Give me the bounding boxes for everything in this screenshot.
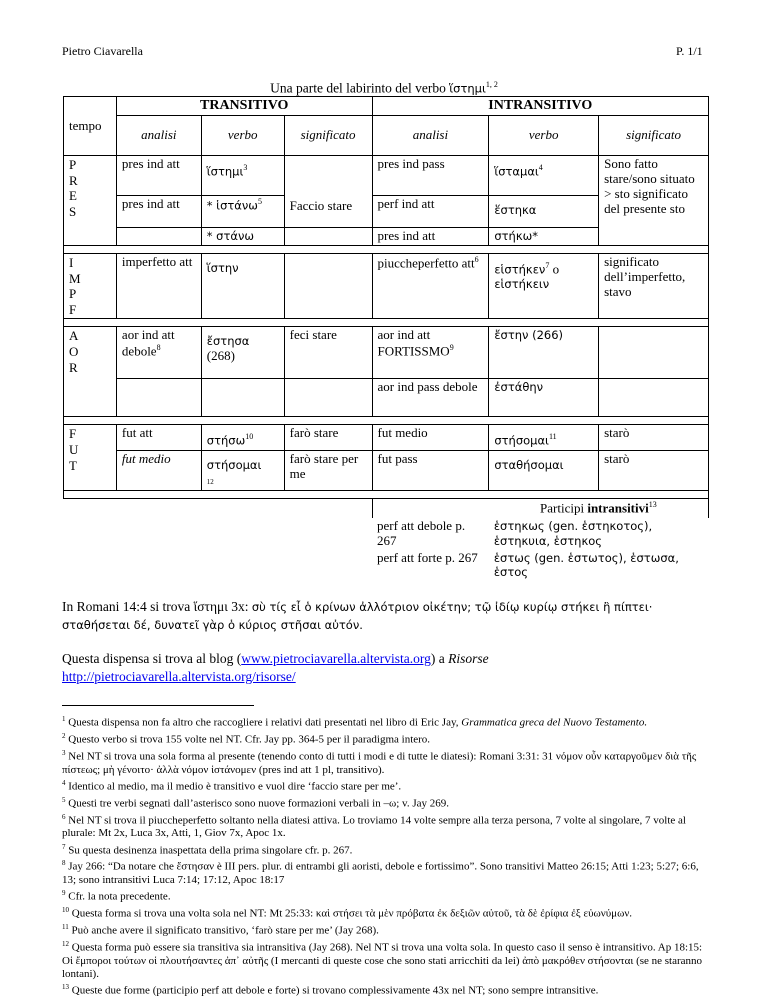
table-row [64, 518, 709, 550]
blog-link[interactable]: www.pietrociavarella.altervista.org [241, 651, 431, 666]
pres-t2-verbo: * ἱστάνω$^5$ [201, 196, 284, 228]
footnote: $^4$ Identico al medio, ma il medio è transitivo e vuol dire ‘faccio stare per me’. [62, 778, 402, 793]
tense-pres: P R E S [64, 156, 117, 246]
footnotes [62, 713, 708, 998]
fut-t1-analisi: fut att [116, 425, 201, 451]
tense-fut: F U T [64, 425, 117, 491]
col-analisi-t: analisi [116, 116, 201, 156]
footnote: $^{13}$ Queste due forme (participio perf att debole e forte) si trovano complessivamente 43x nel NT; sono sempre intransitive. [62, 983, 599, 997]
footnote-separator [62, 705, 254, 706]
table-row [64, 327, 709, 379]
table-row [64, 499, 709, 518]
participi-debole-label: perf att debole p. 267 [377, 517, 466, 548]
pres-i3-analisi: pres ind att [372, 228, 489, 246]
impf-i-verbo: εἱστήκεν$^7$ o εἱστήκειν [489, 254, 599, 319]
fut-i1-verbo: στήσομαι$^{11}$ [489, 425, 599, 451]
footnote: $^{12}$ Questa forma può essere sia transitiva sia intransitiva (Jay 268). Nel NT si trova una volta sola. In questo caso il senso è intransitivo. Ap 18:15: Οἱ ἔμποροι τούτων οἱ πλουτήσαντες ἀπ᾽ αὐτῆς (I mercanti di queste cose che sono stati arricchiti da lei) ἀπὸ μακρόθεν στήσονται (se ne staranno lontani). [62, 940, 703, 981]
participi-debole-forms: ἑστηκως (gen. ἑστηκοτος), ἑστηκυια, ἑστηκος [493, 518, 653, 548]
footnote: $^8$ Jay 266: “Da notare che ἔστησαν è III pers. plur. di entrambi gli aoristi, debole e fortissimo”. Sono transitivi Matteo 26:15; Atti 1:23; 5:27; 6:6, 13; sono intransitivi Luca 7:14; 17:12, Apoc 18:17 [62, 859, 699, 887]
aor-t-analisi: aor ind att debole$^8$ [116, 327, 201, 379]
tense-aor: A O R [64, 327, 117, 417]
participi-heading: Participi intransitivi$^{13}$ [489, 499, 709, 518]
table-row [64, 425, 709, 451]
pres-i3-verbo: στήκω* [489, 228, 599, 246]
pres-i-significato: Sono fatto stare/sono situato > sto significato del presente sto [599, 156, 709, 246]
footnote: $^{11}$ Può anche avere il significato transitivo, ‘farò stare per me’ (Jay 268). [62, 923, 379, 937]
aor-i1-verbo: ἔστην (266) [489, 327, 599, 379]
col-verbo-t: verbo [201, 116, 284, 156]
col-significato-i: significato [599, 116, 709, 156]
pres-t2-analisi: pres ind att [116, 196, 201, 228]
title-note-refs: 1, 2 [485, 80, 498, 89]
col-significato-t: significato [284, 116, 372, 156]
fut-i2-verbo: σταθήσομαι [489, 451, 599, 491]
aor-t-verbo: ἔστησα (268) [201, 327, 284, 379]
romani-paragraph: In Romani 14:4 si trova ἵστημι 3x: σὺ τίς εἶ ὁ κρίνων ἀλλότριον οἰκέτην; τῷ ἰδίῳ κυρίῳ στήκει ἢ πίπτει· σταθήσεται δέ, δυνατεῖ γὰρ ὁ κύριος στῆσαι αὐτόν. [62, 599, 653, 632]
tense-impf: I M P F [64, 254, 117, 319]
footnote: $^3$ Nel NT si trova una sola forma al presente (tenendo conto di tutti i modi e di tutte le diatesi): Romani 3:31: 31 νόμον οὖν καταργοῦμεν διὰ τῆς πίστεως; μὴ γένοιτο· ἀλλὰ νόμον ἱστάνομεν (pres ind att 1 pl, transitivo). [62, 748, 697, 776]
fut-t1-verbo: στήσω$^{10}$ [201, 425, 284, 451]
pres-t1-analisi: pres ind att [116, 156, 201, 196]
aor-i2-verbo: ἐστάθην [489, 379, 599, 417]
table-row [64, 550, 709, 582]
pres-i2-analisi: perf ind att [372, 196, 489, 228]
transitivo-header: TRANSITIVO [116, 97, 372, 116]
col-verbo-i: verbo [489, 116, 599, 156]
table-header-cols [64, 116, 709, 156]
footnote: $^9$ Cfr. la nota precedente. [62, 889, 171, 904]
table-header-groups [64, 97, 709, 116]
table-row [64, 254, 709, 319]
participi-forte-forms: ἑστως (gen. ἑστωτος), ἑστωσα, ἑστος [493, 550, 679, 580]
aor-i1-analisi: aor ind att FORTISSMO$^9$ [372, 327, 489, 379]
impf-t-verbo: ἵστην [201, 254, 284, 319]
title-text: Una parte del labirinto del verbo [270, 80, 446, 96]
fut-t2-significato: farò stare per me [284, 451, 372, 491]
header-page-number: P. 1/1 [676, 44, 703, 58]
document-title [0, 80, 768, 97]
table-row [64, 379, 709, 417]
footnote: $^1$ Questa dispensa non fa altro che raccogliere i relativi dati presentati nel libro di Eric Jay, Grammatica greca del Nuovo Testamento. [62, 715, 648, 729]
participi-forte-label: perf att forte p. 267 [377, 549, 478, 565]
title-verb: ἵστημι [449, 81, 486, 96]
col-analisi-i: analisi [372, 116, 489, 156]
fut-t2-analisi: fut medio [116, 451, 201, 491]
aor-i2-analisi: aor ind pass debole [372, 379, 489, 417]
aor-t-significato: feci stare [284, 327, 372, 379]
header-author: Pietro Ciavarella [62, 44, 143, 58]
blog-paragraph: Questa dispensa si trova al blog (www.pietrociavarella.altervista.org) a Risorse http://pietrociavarella.altervista.org/risorse/ [62, 651, 489, 684]
footnote: $^{10}$ Questa forma si trova una volta sola nel NT: Mt 25:33: καὶ στήσει τὰ μὲν πρόβατα ἐκ δεξιῶν αὐτοῦ, τὰ δὲ ἐρίφια ἐξ εὐωνύμων. [62, 906, 633, 920]
verb-table [63, 96, 709, 581]
fut-i1-analisi: fut medio [372, 425, 489, 451]
pres-i1-analisi: pres ind pass [372, 156, 489, 196]
pres-i2-verbo: ἕστηκα [489, 196, 599, 228]
footnote: $^5$ Questi tre verbi segnati dall’asterisco sono nuove formazioni verbali in –ω; v. Jay 269. [62, 795, 449, 810]
pres-i1-verbo: ἵσταμαι$^4$ [489, 156, 599, 196]
impf-t-analisi: imperfetto att [116, 254, 201, 319]
fut-t2-verbo: στήσομαι 12 [201, 451, 284, 491]
table-row [64, 451, 709, 491]
pres-t1-verbo: ἵστημι$^3$ [201, 156, 284, 196]
fut-i1-significato: starò [599, 425, 709, 451]
footnote: $^2$ Questo verbo si trova 155 volte nel NT. Cfr. Jay pp. 364-5 per il paradigma intero. [62, 731, 431, 746]
risorse-link[interactable]: http://pietrociavarella.altervista.org/risorse/ [62, 669, 296, 684]
tempo-header: tempo [64, 97, 117, 156]
impf-i-analisi: piuccheperfetto att$^6$ [372, 254, 489, 319]
table-row [64, 156, 709, 196]
fut-t1-significato: farò stare [284, 425, 372, 451]
pres-t-significato: Faccio stare [284, 156, 372, 228]
impf-i-significato: significato dell’imperfetto, stavo [599, 254, 709, 319]
pres-t3-verbo: * στάνω [201, 228, 284, 246]
fut-i2-significato: starò [599, 451, 709, 491]
fut-i2-analisi: fut pass [372, 451, 489, 491]
footnote: $^6$ Nel NT si trova il piuccheperfetto soltanto nella diatesi attiva. Lo troviamo 14 volte sempre alla terza persona, 7 volte al singolare, 7 volte al plurale: Mt 2x, Luca 3x, Atti, 1, Giov 7x, Apoc 1x. [62, 812, 686, 840]
footnote: $^7$ Su questa desinenza inaspettata della prima singolare cfr. p. 267. [62, 842, 353, 857]
intransitivo-header: INTRANSITIVO [372, 97, 709, 116]
